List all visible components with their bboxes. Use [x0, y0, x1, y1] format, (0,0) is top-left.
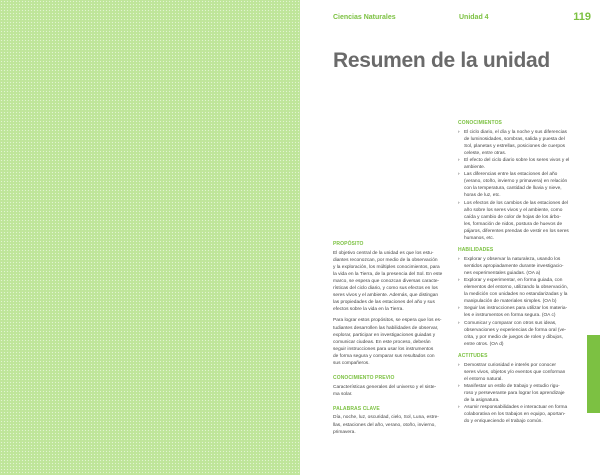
- list-item: › El efecto del ciclo diario sobre los seres vivos y el ambiente.: [458, 157, 582, 171]
- proposito-paragraph-2: Para lograr estos propósitos, se espera que los es- tudiantes desarrollen las habilidades de observar, explorar, participar en investigaciones guiadas y comunicar ciudeas. En este proceso, deberán seguir instrucciones para usar los instrumentos de forma segura y comparar sus resultados con sus compañeros.: [333, 318, 442, 366]
- clave-heading: PALABRAS CLAVE: [333, 405, 380, 412]
- page-number: 119: [573, 11, 591, 23]
- list-item: › El ciclo diario, el día y la noche y sus diferencias de luminosidades, sombras, salida y puesta del Sol, planetas y estrellas, posiciones de cuerpos celeste, entre otras.: [458, 129, 582, 157]
- list-item: › Explorar y observar la naturaleza, usando los sentidos apropiadamente durante investigacio- nes experimentales guiadas. (OA a): [458, 256, 582, 277]
- left-column: [333, 241, 455, 440]
- list-item: › Los efectos de los cambios de las estaciones del año sobre los seres vivos y el ambiente, como caída y cambio de color de hojas de los árbo- les, formación de nidos, postura de huevos de pájaros, diferentes prendas de vestir en los seres humanos, etc.: [458, 200, 582, 243]
- actitudes-list: [458, 362, 582, 426]
- page-edge-tab: [587, 335, 600, 413]
- list-item: › Seguir las instrucciones para utilizar los materia- les e instrumentos en forma segura. (OA c): [458, 305, 582, 319]
- previo-text: Características generales del universo y el siste- ma solar.: [333, 384, 437, 397]
- list-item: › Explorar y experimentar, en forma guiada, con elementos del entorno, utilizando la observación, la medición con unidades no estandarizadas y la manipulación de materiales simples. (OA b): [458, 277, 582, 305]
- habilidades-list: [458, 256, 582, 348]
- list-item: › Comunicar y comparar con otros sus ideas, observaciones y experiencias de forma oral (ve- crita, y por medio de juegos de roles y dibujos, entre otros. (OA d): [458, 320, 582, 348]
- clave-text: Día, noche, luz, oscuridad, cielo, Sol, Luna, estre- llas, estaciones del año, verano, otoño, invierno, primavera.: [333, 415, 439, 435]
- list-item: › Las diferencias entre las estaciones del año (verano, otoño, invierno y primavera) en relación con la temperatura, cantidad de lluvia y nieve, horas de luz, etc.: [458, 171, 582, 199]
- habilidades-heading: HABILIDADES: [458, 247, 494, 254]
- proposito-heading: PROPÓSITO: [333, 241, 364, 247]
- actitudes-heading: ACTITUDES: [458, 352, 488, 359]
- proposito-paragraph-1: El objetivo central de la unidad es que los estu- diantes reconozcan, por medio de la observación y la exploración, los múltiples conocimientos, para la vida en la Tierra, de la presencia del Sol. En este marco, se espera que conozcan diversas caracte- rísticas del ciclo diario, y como sus efectos en los seres vivos y el ambiente. Además, que distingan las propiedades de las estaciones del año y sus efectos sobre la vida en la Tierra.: [333, 250, 443, 313]
- conocimientos-list: [458, 129, 582, 243]
- conocimientos-heading: CONOCIMIENTOS: [458, 120, 502, 126]
- page-title: Resumen de la unidad: [333, 49, 550, 72]
- right-column: [458, 120, 582, 430]
- list-item: › Demostrar curiosidad e interés por conocer seres vivos, objetos y/o eventos que conforman el entorno natural.: [458, 362, 582, 383]
- header-subject: Ciencias Naturales: [333, 14, 396, 21]
- previo-heading: CONOCIMIENTO PREVIO: [333, 375, 395, 382]
- list-item: › Manifestar un estilo de trabajo y estudio rigu- roso y perseverante para lograr los aprendizaje de la asignatura.: [458, 383, 582, 404]
- list-item: › Asumir responsabilidades e interactuar en forma colaborativa en los trabajos en equipo, aportan- do y enriqueciendo el trabajo común.: [458, 404, 582, 425]
- page-header: [333, 12, 593, 26]
- header-unit: Unidad 4: [459, 14, 489, 21]
